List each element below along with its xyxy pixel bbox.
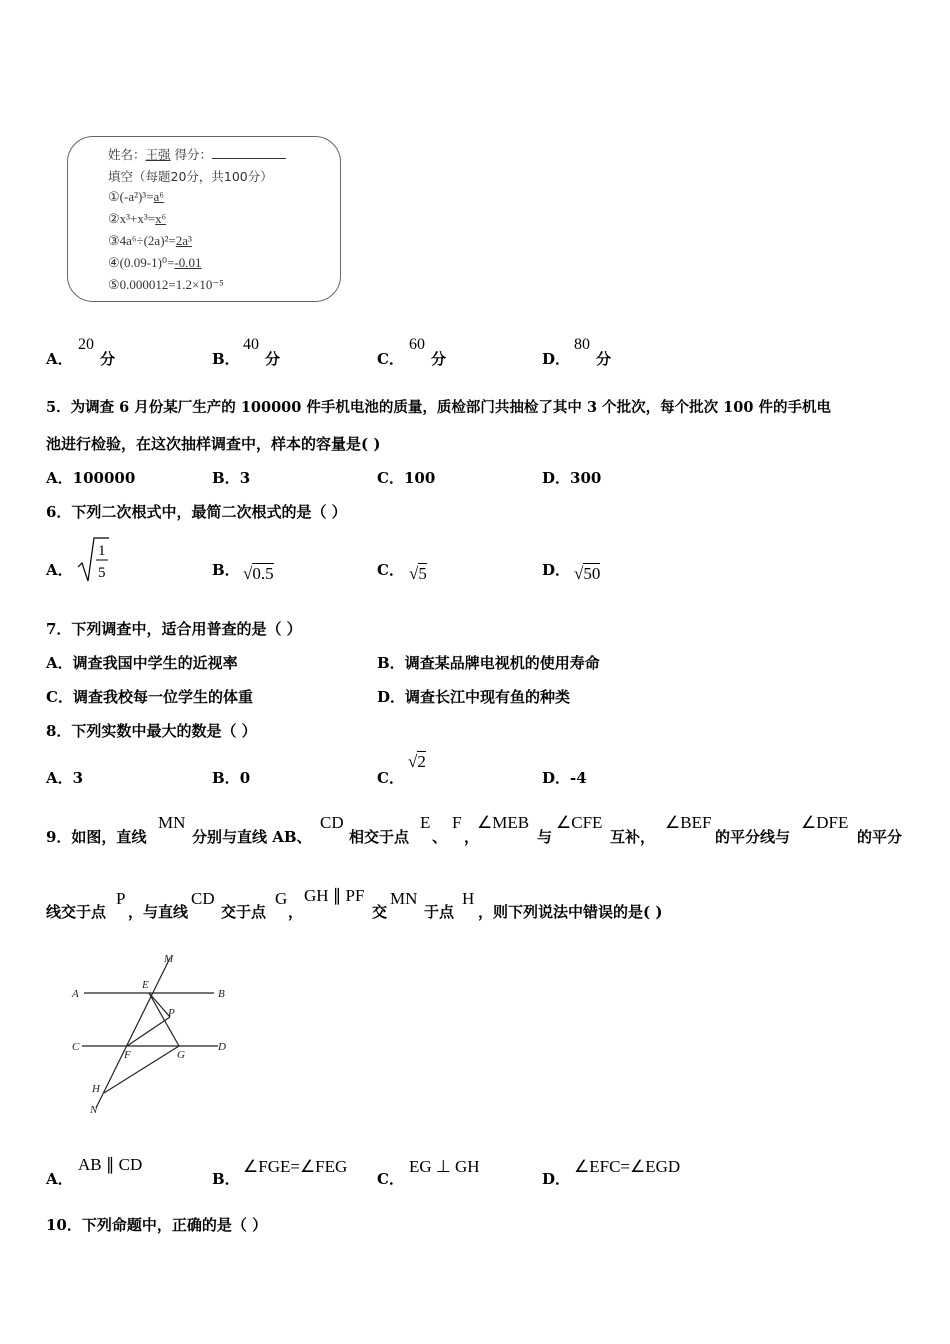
label-e: E: [142, 979, 149, 991]
q8-option-b[interactable]: [212, 767, 250, 788]
option-label: B．: [212, 469, 240, 487]
q9-math: G: [275, 889, 288, 908]
q8-option-d[interactable]: [542, 767, 587, 788]
q10-stem: 10．下列命题中，正确的是（ ）: [46, 1216, 268, 1234]
q9-math: ∠BEF: [665, 813, 712, 832]
q4-option-a-unit: 分: [100, 350, 116, 368]
q9-math: MN: [158, 813, 186, 832]
option-label: C．: [46, 688, 73, 706]
card-item-1: [108, 189, 164, 205]
q9-option-a-text: AB ∥ CD: [78, 1155, 143, 1174]
q9-math: CD: [191, 889, 215, 908]
q4-option-a[interactable]: [46, 348, 73, 369]
q5-option-c[interactable]: [377, 467, 435, 488]
radicand: 2: [417, 752, 426, 771]
q7-option-b[interactable]: [377, 652, 600, 673]
card-item-5: [108, 277, 224, 293]
q9-math: CD: [320, 813, 344, 832]
label-h: H: [92, 1083, 100, 1095]
q9-text: 的平分: [857, 828, 903, 846]
q9-text: 相交于点: [349, 828, 410, 846]
q9-math: GH ∥ PF: [304, 886, 365, 905]
item-num: ②: [108, 211, 120, 226]
q9-option-d-text: ∠EFC=∠EGD: [574, 1157, 681, 1176]
q9-text: 交于点: [221, 903, 267, 921]
item-answer: -0.01: [174, 255, 202, 270]
option-text: 0: [239, 769, 251, 787]
q9-geometry-figure: [46, 950, 246, 1120]
q9-math: H: [462, 889, 475, 908]
q6-stem: 6．下列二次根式中，最简二次根式的是（ ）: [46, 503, 347, 521]
label-b: B: [218, 988, 225, 1000]
segment-ep: [149, 993, 170, 1017]
q9-option-a[interactable]: A．: [46, 1170, 73, 1188]
score-label: 得分：: [174, 147, 213, 162]
radicand: 0.5: [252, 564, 274, 583]
q9-option-c[interactable]: C．: [377, 1170, 404, 1188]
option-text: 调查长江中现有鱼的种类: [405, 688, 571, 706]
q7-option-a[interactable]: [46, 652, 238, 673]
option-text: 3: [239, 469, 251, 487]
q4-option-d-value: 80: [574, 336, 590, 353]
q9-text: 线交于点: [46, 903, 107, 921]
q4-option-d[interactable]: [542, 348, 570, 369]
item-num: ⑤: [108, 277, 120, 292]
q8-option-c[interactable]: C．: [377, 769, 404, 787]
q9-option-d[interactable]: D．: [542, 1170, 571, 1188]
option-label: D．: [542, 769, 571, 787]
line-mn: [96, 958, 170, 1108]
item-num: ③: [108, 233, 120, 248]
q9-text: 、: [432, 828, 448, 846]
q9-text: 与: [537, 828, 553, 846]
q5-stem-line2: 池进行检验，在这次抽样调查中，样本的容量是( ): [46, 435, 381, 453]
card-name-line: [108, 145, 286, 163]
q9-text: 于点: [424, 903, 455, 921]
item-num: ①: [108, 189, 120, 204]
option-label: B．: [377, 654, 405, 672]
item-answer: a⁶: [153, 189, 164, 204]
option-label: A．: [46, 769, 73, 787]
card-item-2: [108, 211, 166, 227]
q4-option-b-value: 40: [243, 336, 259, 353]
option-label: D．: [377, 688, 406, 706]
item-answer: 2a³: [175, 233, 192, 248]
option-text: 调查我校每一位学生的体重: [72, 688, 253, 706]
option-text: 调查我国中学生的近视率: [72, 654, 238, 672]
q5-stem-line1: 5．为调查 6 月份某厂生产的 100000 件手机电池的质量，质检部门共抽检了其中 3 个批次，每个批次 100 件的手机电: [46, 399, 831, 416]
item-expr: (-a²)³=: [119, 189, 154, 204]
q6-option-a-num: 1: [98, 543, 106, 559]
label-c: C: [72, 1041, 80, 1053]
q9-math: ∠CFE: [556, 813, 603, 832]
q9-option-b-text: ∠FGE=∠FEG: [243, 1157, 348, 1176]
card-item-3: [108, 233, 192, 249]
option-text: 100000: [72, 469, 136, 487]
q8-option-a[interactable]: [46, 767, 83, 788]
option-label: A．: [46, 469, 73, 487]
item-expr: x³+x³=: [119, 211, 156, 226]
q9-text: 的平分线与: [715, 828, 791, 846]
q9-text: ，与直线: [128, 903, 189, 921]
q6-option-a[interactable]: A．: [46, 561, 73, 579]
q9-text: 9．如图，直线: [46, 828, 147, 846]
q6-option-b[interactable]: B．: [212, 561, 240, 579]
option-label: A．: [46, 350, 73, 368]
card-item-4: [108, 255, 202, 271]
label-g: G: [177, 1049, 185, 1061]
q4-option-b[interactable]: [212, 348, 240, 369]
q9-math: MN: [390, 889, 418, 908]
q4-option-c-value: 60: [409, 336, 425, 353]
q9-math: F: [452, 813, 462, 832]
card-instruction: 填空（每题20分，共100分）: [108, 169, 273, 184]
q4-option-a-value: 20: [78, 336, 94, 353]
q9-math: ∠DFE: [801, 813, 849, 832]
score-card: [67, 136, 341, 302]
option-text: 3: [72, 769, 84, 787]
q9-math: E: [420, 813, 431, 832]
label-f: F: [124, 1049, 131, 1061]
q5-option-a[interactable]: [46, 467, 135, 488]
option-text: -4: [570, 769, 587, 787]
name-label: 姓名：: [108, 147, 146, 162]
q9-option-c-text: EG ⊥ GH: [409, 1157, 480, 1176]
label-m: M: [164, 953, 174, 965]
q9-text: 分别与直线 AB、: [192, 828, 312, 846]
q9-text: ，则下列说法中错误的是( ): [478, 903, 663, 921]
item-expr: (0.09-1)⁰=: [119, 255, 175, 270]
q6-option-c[interactable]: C．: [377, 561, 404, 579]
option-text: 100: [403, 469, 436, 487]
q6-option-b-radical: √0.5: [243, 564, 274, 583]
option-label: A．: [46, 654, 73, 672]
q6-option-a-den: 5: [98, 565, 106, 581]
q7-option-c[interactable]: [46, 686, 253, 707]
radicand: 5: [418, 564, 427, 583]
q7-stem: 7．下列调查中，适合用普查的是（ ）: [46, 620, 302, 638]
item-expr: 4a⁶÷(2a)²=: [119, 233, 176, 248]
option-text: 调查某品牌电视机的使用寿命: [404, 654, 600, 672]
q5-option-d[interactable]: [542, 467, 601, 488]
label-a: A: [72, 988, 79, 1000]
q9-math: ∠MEB: [477, 813, 530, 832]
option-label: D．: [542, 469, 571, 487]
option-label: C．: [377, 350, 404, 368]
item-num: ④: [108, 255, 120, 270]
name-value: 王强: [145, 147, 171, 162]
q8-stem: 8．下列实数中最大的数是（ ）: [46, 722, 257, 740]
q8-option-c-radical: √2: [408, 752, 426, 771]
label-p: P: [168, 1007, 175, 1019]
q9-text: ，: [464, 828, 480, 846]
score-blank: [212, 146, 286, 159]
q9-text: ，: [288, 903, 304, 921]
q4-option-c[interactable]: [377, 348, 404, 369]
q9-text: 交: [372, 903, 388, 921]
item-answer: x⁶: [155, 211, 167, 226]
q9-text: 互补，: [610, 828, 656, 846]
option-label: B．: [212, 350, 240, 368]
q6-option-c-radical: √5: [409, 564, 427, 583]
option-label: D．: [542, 350, 571, 368]
segment-eg: [149, 993, 179, 1046]
q4-option-b-unit: 分: [265, 350, 281, 368]
q9-option-b[interactable]: B．: [212, 1170, 240, 1188]
label-n: N: [90, 1104, 98, 1116]
q7-option-d[interactable]: [377, 686, 570, 707]
q4-option-d-unit: 分: [596, 350, 612, 368]
item-expr: 0.000012=1.2×10⁻⁵: [119, 277, 224, 292]
q6-option-a-radical: [76, 535, 110, 585]
q9-math: P: [116, 889, 126, 908]
q4-option-c-unit: 分: [431, 350, 447, 368]
q6-option-d[interactable]: D．: [542, 561, 571, 579]
radicand: 50: [583, 564, 601, 583]
q6-option-d-radical: √50: [574, 564, 601, 583]
label-d: D: [218, 1041, 226, 1053]
q5-option-b[interactable]: [212, 467, 250, 488]
option-text: 300: [570, 469, 602, 487]
option-label: C．: [377, 469, 404, 487]
option-label: B．: [212, 769, 240, 787]
